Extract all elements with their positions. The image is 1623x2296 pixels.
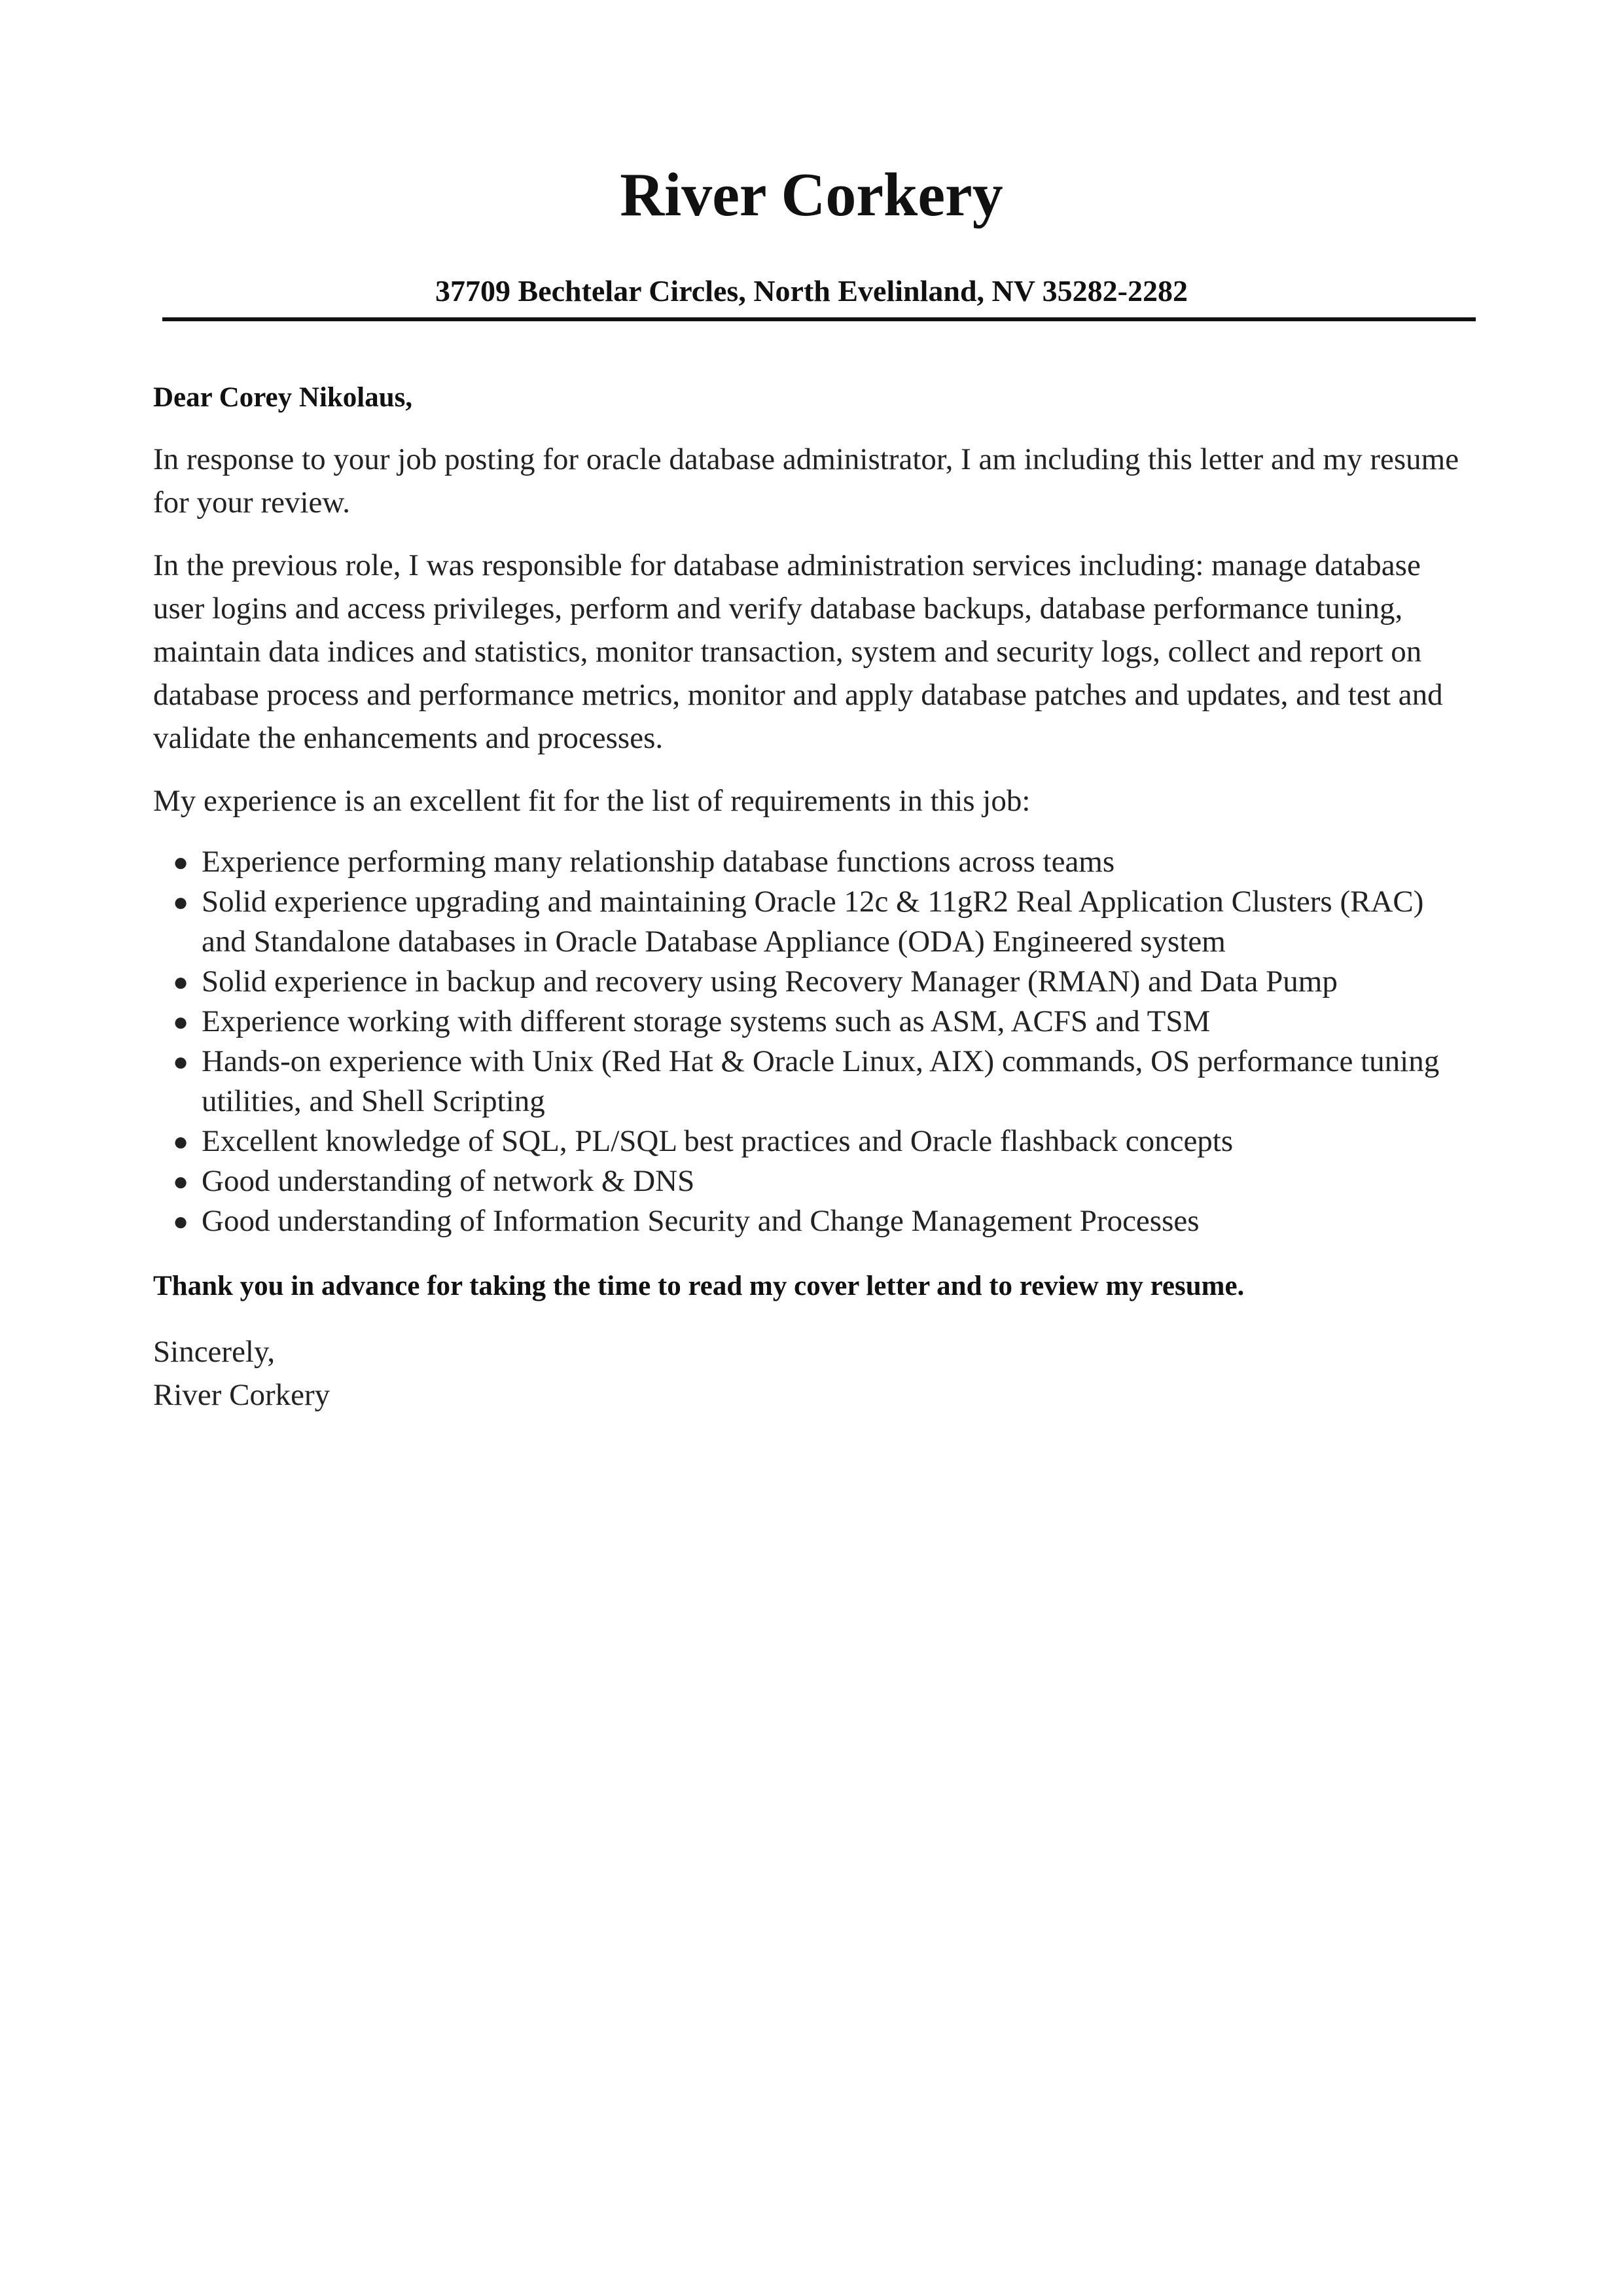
- bullet-icon: ●: [173, 847, 189, 877]
- bullet-icon: ●: [173, 1047, 189, 1076]
- applicant-address: 37709 Bechtelar Circles, North Evelinland, NV 35282-2282: [435, 274, 1188, 308]
- applicant-name: River Corkery: [620, 161, 1003, 229]
- list-item: [153, 1002, 1475, 1042]
- intro-paragraph: In response to your job posting for oracle database administrator, I am including this letter and my resume for your review.: [153, 442, 1459, 520]
- bullet-icon: ●: [173, 967, 189, 997]
- bullet-icon: ●: [173, 1007, 189, 1036]
- requirements-intro: My experience is an excellent fit for the list of requirements in this job:: [153, 784, 1031, 818]
- bullet-icon: ●: [173, 1207, 189, 1236]
- list-item: [153, 1201, 1475, 1241]
- signoff: Sincerely,: [153, 1335, 276, 1369]
- list-item-text: Solid experience in backup and recovery using Recovery Manager (RMAN) and Data Pump: [202, 964, 1338, 998]
- header-divider: [162, 317, 1476, 321]
- requirements-list: [153, 842, 1475, 1241]
- list-item-text: Excellent knowledge of SQL, PL/SQL best practices and Oracle flashback concepts: [202, 1124, 1234, 1158]
- list-item-text: Hands-on experience with Unix (Red Hat & Oracle Linux, AIX) commands, OS performance tuning utilities, and Shell Scripting: [202, 1044, 1440, 1118]
- closing-statement: Thank you in advance for taking the time to read my cover letter and to review my resume.: [153, 1271, 1245, 1301]
- salutation: Dear Corey Nikolaus,: [153, 382, 413, 413]
- experience-paragraph: In the previous role, I was responsible for database administration services including: manage database user logins and access privileges, perform and verify database backups, database performance tuning, maintain data indices and statistics, monitor transaction, system and security logs, collect and report on database process and performance metrics, monitor and apply database patches and updates, and test and validate the enhancements and processes.: [153, 548, 1443, 755]
- list-item-text: Experience working with different storage systems such as ASM, ACFS and TSM: [202, 1004, 1211, 1038]
- bullet-icon: ●: [173, 1167, 189, 1196]
- letter-body: [153, 376, 1475, 1417]
- bullet-icon: ●: [173, 1127, 189, 1156]
- list-item-text: Good understanding of Information Security and Change Management Processes: [202, 1204, 1200, 1238]
- signature-name: River Corkery: [153, 1378, 330, 1412]
- list-item: [153, 882, 1475, 962]
- list-item: [153, 1122, 1475, 1161]
- list-item-text: Experience performing many relationship database functions across teams: [202, 845, 1115, 879]
- list-item: [153, 962, 1475, 1002]
- list-item-text: Good understanding of network & DNS: [202, 1164, 695, 1198]
- list-item: [153, 1042, 1475, 1122]
- list-item: [153, 1161, 1475, 1201]
- bullet-icon: ●: [173, 887, 189, 917]
- list-item: [153, 842, 1475, 882]
- list-item-text: Solid experience upgrading and maintaining Oracle 12c & 11gR2 Real Application Clusters (RAC) and Standalone databases in Oracle Database Appliance (ODA) Engineered system: [202, 885, 1424, 959]
